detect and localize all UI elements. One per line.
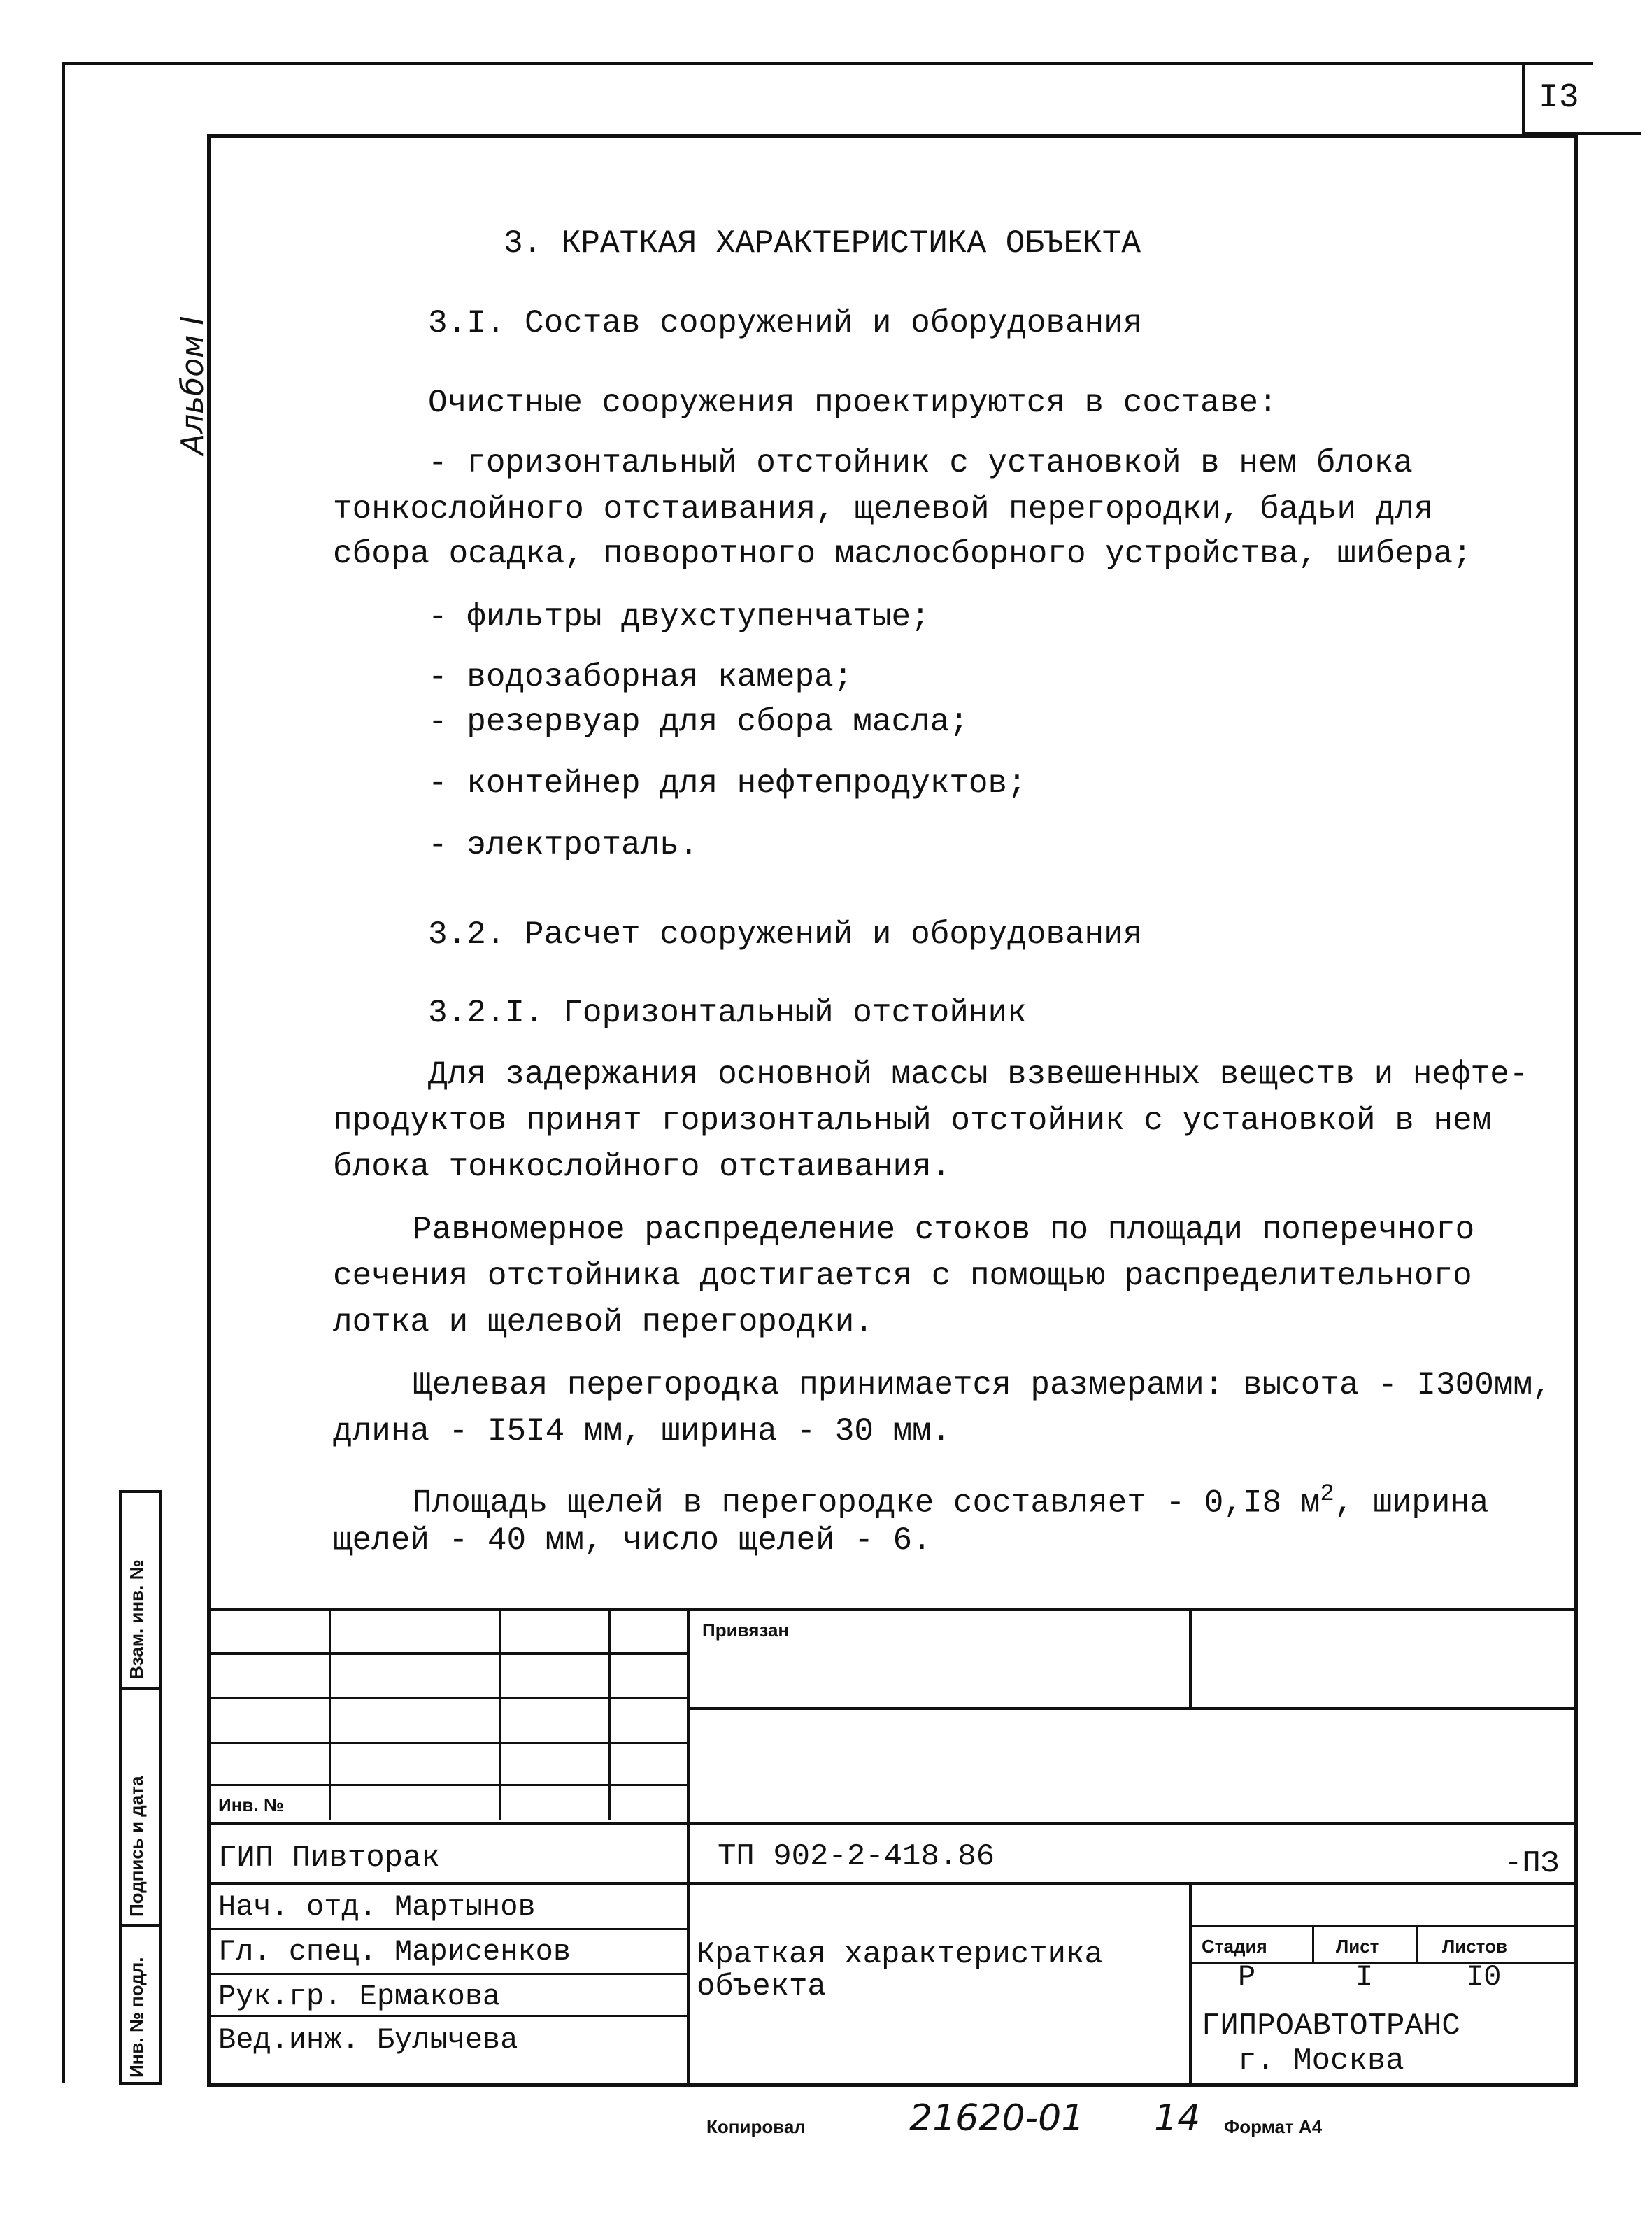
subsection-calculation: 3.2. Расчет сооружений и оборудования xyxy=(428,916,1143,953)
paragraph-4-line-1 xyxy=(413,1473,1489,1524)
sheets-value: I0 xyxy=(1466,1960,1502,1994)
paragraph-1-line-3: блока тонкослойного отстаивания. xyxy=(333,1149,951,1185)
inner-frame-bottom xyxy=(207,2083,1578,2087)
paragraph-4-superscript: 2 xyxy=(1320,1481,1334,1508)
margin-stamp-divider xyxy=(119,1924,162,1927)
signatory-row: Рук.гр. Ермакова xyxy=(218,1980,501,2013)
inner-frame-right xyxy=(1574,134,1578,2086)
margin-label-inv-podl: Инв. № подл. xyxy=(126,1957,147,2078)
paragraph-2-line-2: сечения отстойника достигается с помощью распределительного xyxy=(333,1258,1472,1294)
title-block-row xyxy=(688,1707,1578,1710)
copied-label: Копировал xyxy=(706,2116,806,2137)
document-title-line-1: Краткая характеристика xyxy=(697,1937,1103,1972)
title-block-row xyxy=(207,1697,688,1699)
margin-stamp-frame xyxy=(159,1490,162,2085)
paragraph-3-line-1: Щелевая перегородка принимается размерами: высота - I300мм, xyxy=(413,1367,1552,1403)
list-item: - фильтры двухступенчатые; xyxy=(428,599,930,635)
title-block-col xyxy=(608,1608,611,1820)
item-1-line-2: тонкослойного отстаивания, щелевой перегородки, бадьи для xyxy=(333,491,1434,527)
paragraph-3-line-2: длина - I5I4 мм, ширина - 30 мм. xyxy=(333,1413,951,1450)
paragraph-1-line-1: Для задержания основной массы взвешенных веществ и нефте- xyxy=(428,1056,1529,1093)
title-block-row xyxy=(207,1973,688,1975)
outer-frame-left xyxy=(62,62,65,2083)
signatory-row: ГИП Пивторак xyxy=(218,1841,440,1876)
stage-label: Стадия xyxy=(1202,1936,1267,1957)
paragraph-1-line-2: продуктов принят горизонтальный отстойник с установкой в нем xyxy=(333,1103,1492,1139)
title-block-col xyxy=(499,1608,501,1820)
title-block-col xyxy=(1312,1925,1314,1963)
title-block-col xyxy=(1189,1882,1192,2086)
sheet-value: I xyxy=(1355,1960,1374,1994)
margin-label-podpis-data: Подпись и дата xyxy=(126,1776,147,1917)
subsection-composition: 3.I. Состав сооружений и оборудования xyxy=(428,305,1143,341)
section-title: 3. КРАТКАЯ ХАРАКТЕРИСТИКА ОБЪЕКТА xyxy=(504,225,1141,262)
list-item: - контейнер для нефтепродуктов; xyxy=(428,765,1027,802)
title-block-col xyxy=(687,1608,690,2086)
document-code: ТП 902-2-418.86 xyxy=(718,1839,995,1874)
item-1-line-3: сбора осадка, поворотного маслосборного устройства, шибера; xyxy=(333,536,1472,572)
title-block-row xyxy=(207,1882,1578,1885)
title-block-col xyxy=(1189,1608,1192,1708)
margin-stamp-divider xyxy=(119,1490,162,1493)
signatory-row: Гл. спец. Марисенков xyxy=(218,1935,571,1969)
title-block-row xyxy=(207,1652,688,1655)
page-number-box-left xyxy=(1522,62,1525,133)
list-item: - электроталь. xyxy=(428,827,699,863)
inv-no-label: Инв. № xyxy=(218,1794,284,1815)
page-number: I3 xyxy=(1539,79,1579,117)
margin-stamp-divider xyxy=(119,2082,162,2085)
margin-stamp-frame xyxy=(119,1490,122,2085)
organization-city: г. Москва xyxy=(1238,2044,1404,2078)
organization-name: ГИПРОАВТОТРАНС xyxy=(1202,2009,1460,2044)
subsection-settler: 3.2.I. Горизонтальный отстойник xyxy=(428,995,1027,1031)
paragraph-4-line-2: щелей - 40 мм, число щелей - 6. xyxy=(333,1522,932,1559)
title-block-row xyxy=(207,1742,688,1744)
margin-label-vzam-inv: Взам. инв. № xyxy=(126,1559,147,1679)
title-block-col xyxy=(1416,1925,1418,1963)
stage-value: Р xyxy=(1238,1960,1256,1994)
signatory-row: Нач. отд. Мартынов xyxy=(218,1890,536,1924)
privyazan-label: Привязан xyxy=(702,1620,790,1641)
title-block-top xyxy=(207,1608,1578,1611)
paragraph-2-line-1: Равномерное распределение стоков по площади поперечного xyxy=(413,1212,1475,1248)
intro-text: Очистные сооружения проектируются в составе: xyxy=(428,385,1278,421)
document-suffix: -ПЗ xyxy=(1504,1846,1560,1881)
inner-frame-top xyxy=(207,134,1578,138)
outer-frame-top xyxy=(62,62,1593,65)
copy-number: 21620-01 xyxy=(909,2097,1085,2139)
sheet-label: Лист xyxy=(1336,1936,1379,1957)
list-item: - водозаборная камера; xyxy=(428,659,853,695)
signatory-row: Вед.инж. Булычева xyxy=(218,2023,518,2057)
title-block-col xyxy=(329,1608,331,1820)
paragraph-2-line-3: лотка и щелевой перегородки. xyxy=(333,1304,874,1340)
paragraph-4-text-a: Площадь щелей в перегородке составляет - 0,I8 м xyxy=(413,1485,1320,1522)
format-label: Формат А4 xyxy=(1224,2116,1323,2137)
list-item: - резервуар для сбора масла; xyxy=(428,704,969,740)
title-block-row xyxy=(207,1822,1578,1825)
copy-sheet: 14 xyxy=(1154,2097,1201,2139)
title-block-row xyxy=(207,1928,688,1930)
margin-stamp-divider xyxy=(119,1687,162,1690)
item-1-line-1: - горизонтальный отстойник с установкой в нем блока xyxy=(428,445,1413,481)
sheets-label: Листов xyxy=(1442,1936,1507,1957)
paragraph-4-text-b: , ширина xyxy=(1334,1485,1489,1522)
document-title-line-2: объекта xyxy=(697,1969,826,2004)
album-label: Альбом I xyxy=(175,316,211,455)
